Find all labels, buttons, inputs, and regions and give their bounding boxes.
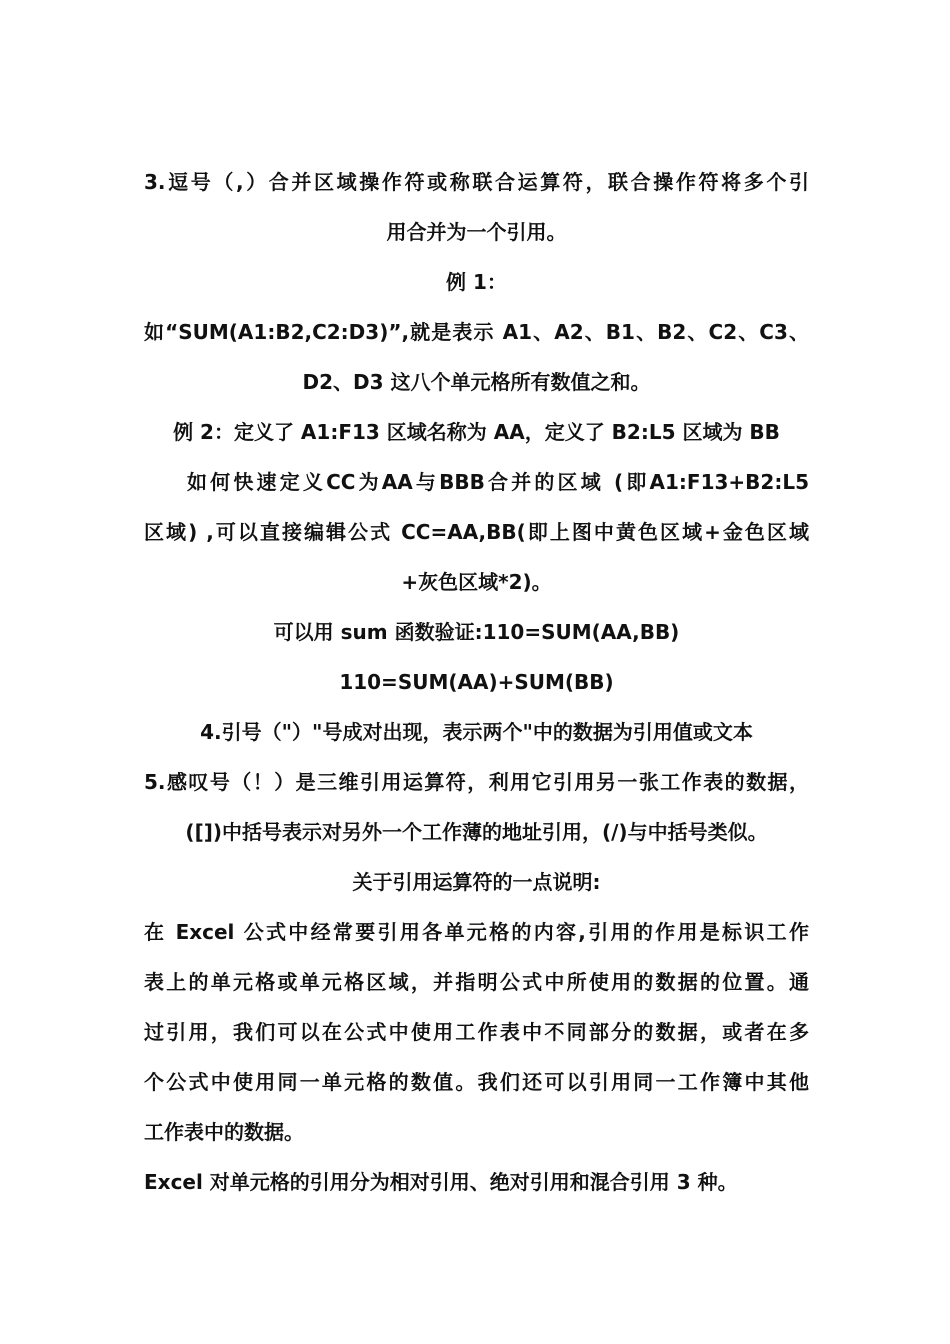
text-line-example-2-formula: 区域) ,可以直接编辑公式 CC=AA,BB(即上图中黄色区域+金色区域 <box>144 520 809 544</box>
paragraph-line-5: 工作表中的数据。 <box>144 1120 304 1144</box>
section-heading-reference-note: 关于引用运算符的一点说明: <box>352 870 601 894</box>
text-line-sum-verify: 可以用 sum 函数验证:110=SUM(AA,BB) <box>273 620 680 644</box>
text-line-example-2-formula-cont: +灰色区域*2)。 <box>401 570 552 594</box>
text-line-example-2-cont: 如何快速定义CC为AA与BBB合并的区域 (即A1:F13+B2:L5 <box>187 470 809 494</box>
paragraph-line-2: 表上的单元格或单元格区域，并指明公式中所使用的数据的位置。通 <box>144 970 809 994</box>
paragraph-reference-types: Excel 对单元格的引用分为相对引用、绝对引用和混合引用 3 种。 <box>144 1170 738 1194</box>
text-line-exclamation-operator: 5.感叹号（！）是三维引用运算符，利用它引用另一张工作表的数据， <box>144 770 809 794</box>
text-line-comma-operator-cont: 用合并为一个引用。 <box>386 220 567 244</box>
text-line-example-2: 例 2：定义了 A1:F13 区域名称为 AA，定义了 B2:L5 区域为 BB <box>173 420 780 444</box>
heading-example-1: 例 1： <box>446 270 507 294</box>
text-line-example-1-cont: D2、D3 这八个单元格所有数值之和。 <box>302 370 651 394</box>
text-line-comma-operator: 3.逗号（,）合并区域操作符或称联合运算符，联合操作符将多个引 <box>144 170 809 194</box>
text-line-sum-equation: 110=SUM(AA)+SUM(BB) <box>339 670 614 694</box>
paragraph-line-3: 过引用，我们可以在公式中使用工作表中不同部分的数据，或者在多 <box>144 1020 809 1044</box>
paragraph-line-1: 在 Excel 公式中经常要引用各单元格的内容,引用的作用是标识工作 <box>144 920 809 944</box>
text-line-example-1: 如“SUM(A1:B2,C2:D3)”,就是表示 A1、A2、B1、B2、C2、C3、 <box>144 320 809 344</box>
text-line-bracket-operator: ([])中括号表示对另外一个工作薄的地址引用，(/)与中括号类似。 <box>185 820 768 844</box>
text-line-quote-operator: 4.引号（"）"号成对出现，表示两个"中的数据为引用值或文本 <box>200 720 753 744</box>
paragraph-line-4: 个公式中使用同一单元格的数值。我们还可以引用同一工作簿中其他 <box>144 1070 809 1094</box>
